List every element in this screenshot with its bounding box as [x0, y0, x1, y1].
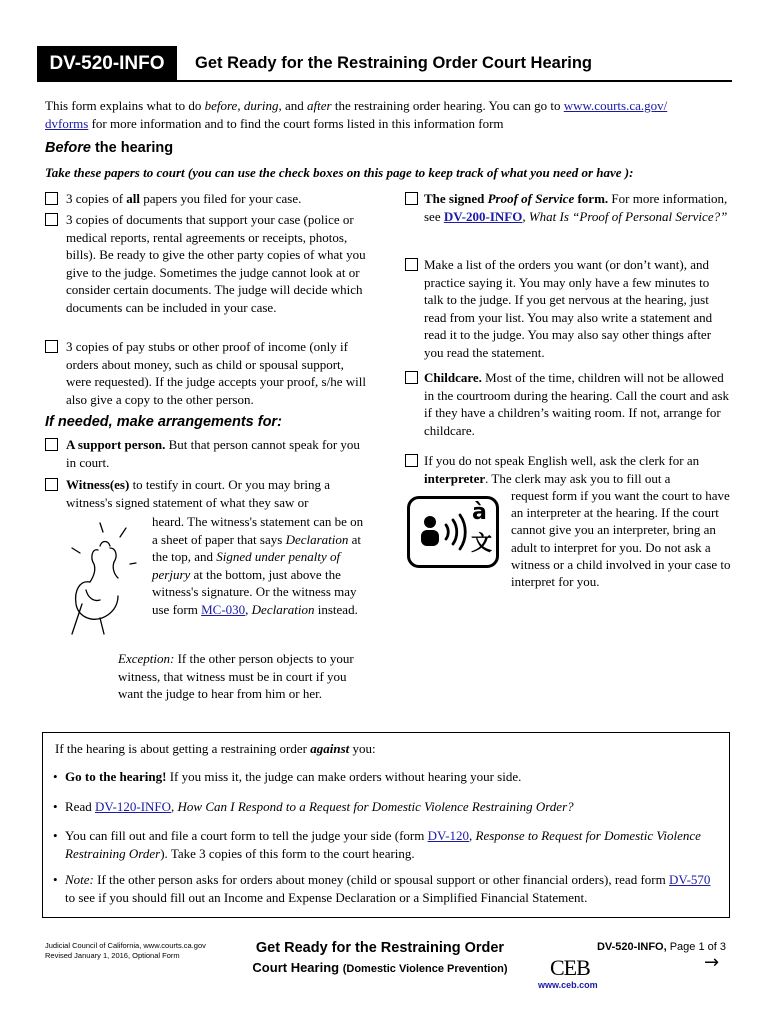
dv-120-link[interactable]: DV-120 [427, 828, 470, 843]
chinese-glyph: 文 [471, 531, 492, 555]
next-page-arrow-icon[interactable]: → [704, 952, 720, 973]
checklist-item-witnesses: Witness(es) to testify in court. Or you may bring a witness's signed statement of what they saw or [45, 476, 370, 511]
before-instruction: Take these papers to court (you can use the check boxes on this page to keep track of what you need or have ): [45, 165, 634, 180]
notice-bullet-go-to-hearing: • Go to the hearing! If you miss it, the judge can make orders without hearing your side. [53, 769, 522, 784]
dv-120-info-link[interactable]: DV-120-INFO [94, 799, 172, 814]
checklist-item-childcare: Childcare. Most of the time, children will not be allowed in the courtroom during the hearing. Call the court and ask if they have a children’s waiting room. If not, arrange for childcare. [405, 369, 730, 439]
header-rule [37, 80, 732, 82]
checkbox[interactable] [405, 371, 418, 384]
ceb-url[interactable]: www.ceb.com [538, 980, 598, 990]
page-title: Get Ready for the Restraining Order Court Hearing [195, 54, 592, 72]
checklist-item-orders-list: Make a list of the orders you want (or don’t want), and practice saying it. You may only have a few minutes to talk to the judge. If you get nervous at the hearing, just read from your list. You may also write a statement and read it to the judge. You may also say other things after you read the statement. [405, 256, 730, 361]
checkbox[interactable] [45, 438, 58, 451]
notice-intro: If the hearing is about getting a restraining order against you: [55, 741, 376, 756]
checkbox[interactable] [405, 192, 418, 205]
courts-link[interactable]: www.courts.ca.gov/ [563, 98, 668, 113]
dv-570-link[interactable]: DV-570 [668, 872, 711, 887]
mc-030-link[interactable]: MC-030 [201, 601, 246, 617]
form-header [37, 46, 732, 82]
speaking-person-icon [416, 511, 470, 553]
notice-bullet-file-response: • You can fill out and file a court form to tell the judge your side (form DV-120, Response to Request for Domestic Violence Restraining Order). Take 3 copies of this form to the court hearing. [53, 828, 701, 861]
exception-note: Exception: If the other person objects to your witness, that witness must be in court if you want the judge to hear from him or her. [118, 651, 354, 701]
checkbox[interactable] [45, 213, 58, 226]
footer-page-info: DV-520-INFO, Page 1 of 3 [596, 941, 726, 953]
checkbox[interactable] [45, 192, 58, 205]
checkbox[interactable] [405, 258, 418, 271]
checklist-item-documents: 3 copies of documents that support your case (police or medical reports, rental agreements or receipts, photos, bills). Be ready to give the other party copies of what you give to the judge. Sometimes the judge cannot look at or consider certain documents. The judge will decide which documents can be included in your case. [45, 211, 370, 316]
interpreter-icon [407, 496, 499, 568]
accent-glyph: à [472, 500, 487, 525]
ceb-logo: CEB [550, 955, 590, 980]
checkbox[interactable] [45, 478, 58, 491]
dv-200-info-link[interactable]: DV-200-INFO [443, 208, 523, 224]
checklist-item-proof-of-service: The signed Proof of Service form. For more information, see DV-200-INFO, What Is “Proof of Personal Service?” [405, 190, 730, 225]
checklist-item-interpreter: If you do not speak English well, ask the clerk for an interpreter. The clerk may ask you to fill out a [405, 452, 730, 487]
before-hearing-heading: Before the hearing [45, 140, 174, 156]
intro-paragraph: This form explains what to do before, during, and after the restraining order hearing. You can go to www.courts.ca.gov/ dvforms for more information and to find the court forms listed in this information form [45, 98, 668, 131]
dvforms-link[interactable]: dvforms [45, 116, 89, 131]
footer-title: Get Ready for the Restraining Order Court Hearing (Domestic Violence Prevention) [252, 940, 508, 975]
checklist-item-support-person: A support person. But that person cannot speak for you in court. [45, 436, 370, 471]
notice-bullet-read-dv120-info: • Read DV-120-INFO, How Can I Respond to a Request for Domestic Violence Restraining Order? [53, 799, 574, 814]
footer-publisher: Judicial Council of California, www.courts.ca.gov Revised January 1, 2016, Optional Form [45, 941, 206, 960]
arrangements-heading: If needed, make arrangements for: [45, 414, 282, 430]
form-id-badge: DV-520-INFO [37, 46, 177, 82]
witness-raising-hand-icon [60, 518, 152, 638]
checklist-item-all-papers: 3 copies of all papers you filed for your case. [45, 190, 375, 208]
checklist-item-pay-stubs: 3 copies of pay stubs or other proof of income (only if orders about money, such as child or spousal support, were requested). If the judge accepts your proof, s/he will also give a copy to the other person. [45, 338, 370, 408]
checkbox[interactable] [45, 340, 58, 353]
witness-statement-text: heard. The witness's statement can be on a sheet of paper that says Declaration at the top, and Signed under penalty of perjury at the bottom, just above the witness's signature. Or the witness may use form MC-030, Declaration instead. [152, 514, 364, 617]
against-you-notice-box [42, 732, 730, 918]
checkbox[interactable] [405, 454, 418, 467]
notice-bullet-financial: • Note: If the other person asks for orders about money (child or spousal support or other financial orders), read form DV-570 to see if you should fill out an Income and Expense Declaration or a Simplified Financial Statement. [53, 872, 711, 905]
interpreter-details: request form if you want the court to have an interpreter at the hearing. If the court cannot give you an interpreter, bring an adult to interpret for you. Do not ask a witness or a child involved in your case to interpret for you. [511, 488, 731, 590]
